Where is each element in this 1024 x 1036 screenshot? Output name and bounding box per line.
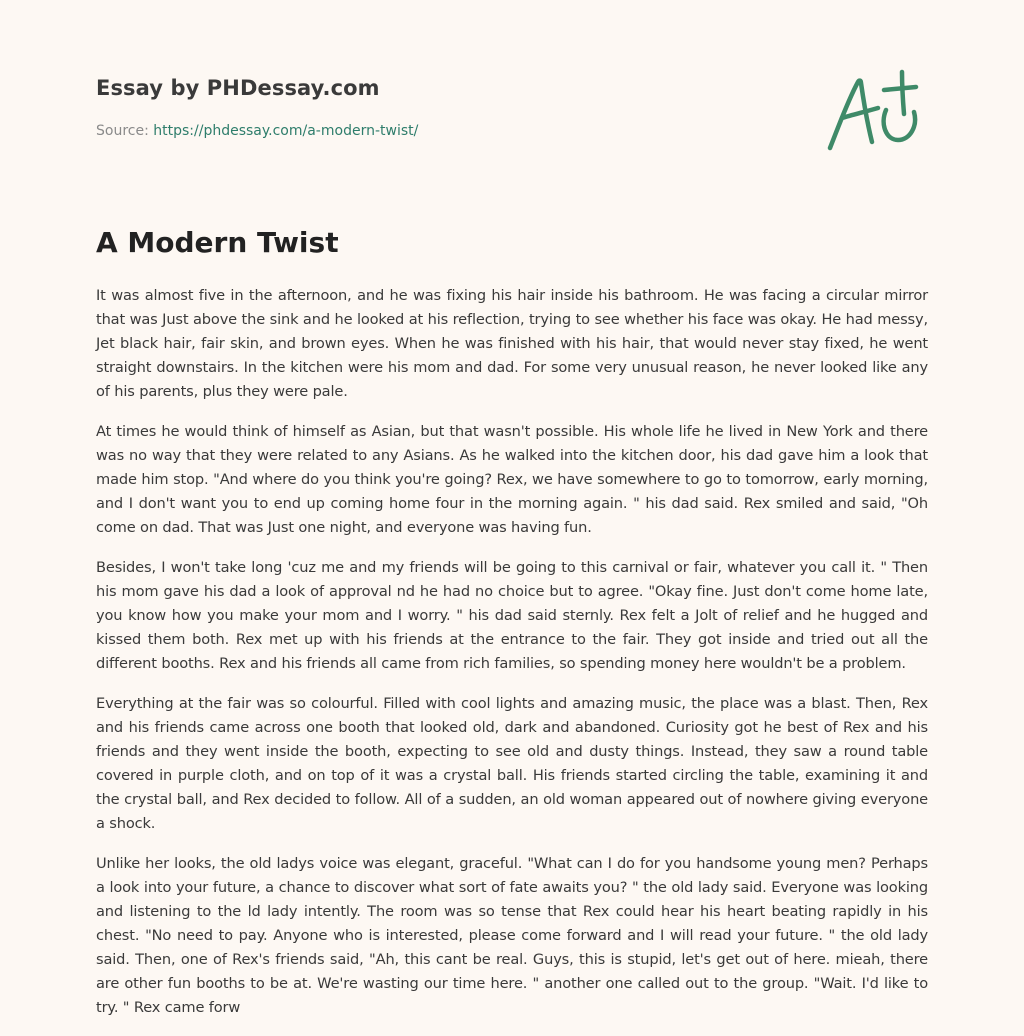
essay-paragraph: It was almost five in the afternoon, and he was fixing his hair inside his bathroom. He was facing a circular mirror that was Just above the sink and he looked at his reflection, trying to see whether his face was okay. He had messy, Jet black hair, fair skin, and brown eyes. When he was finished with his hair, that would never stay fixed, he went straight downstairs. In the kitchen were his mom and dad. For some very unusual reason, he never looked like any of his parents, plus they were pale. (96, 287, 928, 400)
essay-title: A Modern Twist (96, 226, 339, 259)
essay-body (96, 284, 928, 1036)
source-line (96, 123, 928, 139)
essay-paragraph: Unlike her looks, the old ladys voice was elegant, graceful. "What can I do for you handsome young men? Perhaps a look into your future, a chance to discover what sort of fate awaits you? " the old lady said. Everyone was looking and listening to the ld lady intently. The room was so tense that Rex could hear his heart beating rapidly in his chest. "No need to pay. Anyone who is interested, please come forward and I will read your future. " the old lady said. Then, one of Rex's friends said, "Ah, this cant be real. Guys, this is stupid, let's get out of here. mieah, there are other fun booths to be at. We're wasting our time here. " another one called out to the group. "Wait. I'd like to try. " Rex came forw (96, 855, 928, 1016)
a-plus-logo-icon (824, 68, 928, 160)
source-link[interactable]: https://phdessay.com/a-modern-twist/ (153, 123, 419, 139)
page-header (96, 76, 928, 176)
essay-paragraph: Everything at the fair was so colourful. Filled with cool lights and amazing music, the place was a blast. Then, Rex and his friends came across one booth that looked old, dark and abandoned. Curiosity got he best of Rex and his friends and they went inside the booth, expecting to see old and dusty things. Instead, they saw a round table covered in purple cloth, and on top of it was a crystal ball. His friends started circling the table, examining it and the crystal ball, and Rex decided to follow. All of a sudden, an old woman appeared out of nowhere giving everyone a shock. (96, 695, 928, 832)
source-label: Source: (96, 123, 154, 139)
essay-paragraph: Besides, I won't take long 'cuz me and my friends will be going to this carnival or fair, whatever you call it. " Then his mom gave his dad a look of approval nd he had no choice but to agree. "Okay fine. Just don't come home late, you know how you make your mom and I worry. " his dad said sternly. Rex felt a Jolt of relief and he hugged and kissed them both. Rex met up with his friends at the entrance to the fair. They got inside and tried out all the different booths. Rex and his friends all came from rich families, so spending money here wouldn't be a problem. (96, 559, 928, 672)
site-brand: Essay by PHDessay.com (96, 76, 380, 100)
essay-paragraph: At times he would think of himself as Asian, but that wasn't possible. His whole life he lived in New York and there was no way that they were related to any Asians. As he walked into the kitchen door, his dad gave him a look that made him stop. "And where do you think you're going? Rex, we have somewhere to go to tomorrow, early morning, and I don't want you to end up coming home four in the morning again. " his dad said. Rex smiled and said, "Oh come on dad. That was Just one night, and everyone was having fun. (96, 423, 928, 536)
